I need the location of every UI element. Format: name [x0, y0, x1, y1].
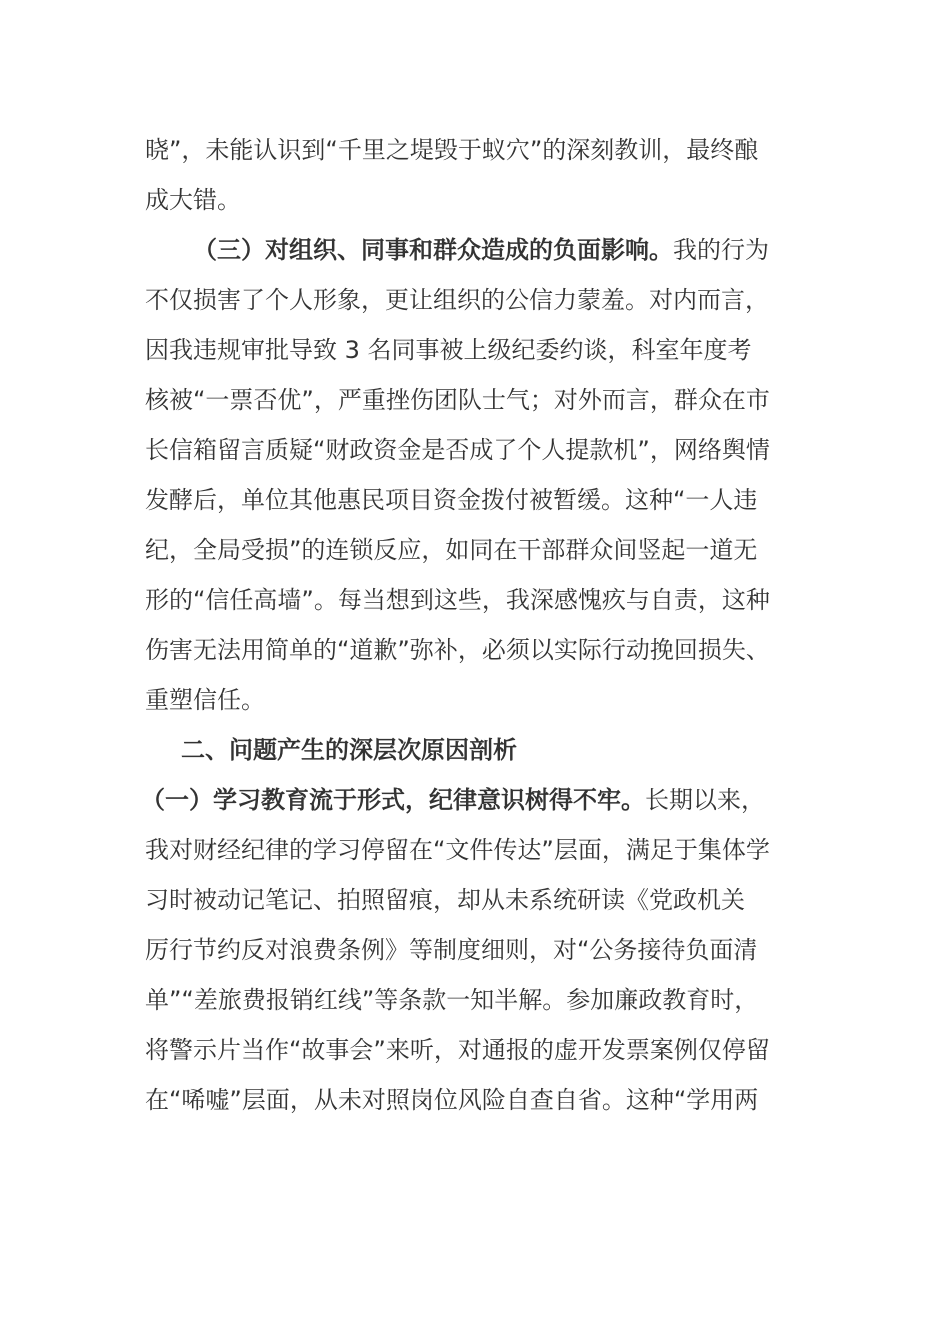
- text-line: 将警示片当作“故事会”来听，对通报的虚开发票案例仅停留: [145, 1036, 770, 1064]
- text-line: 在“唏嘘”层面，从未对照岗位风险自查自省。这种“学用两: [145, 1086, 759, 1114]
- document-body: [141, 125, 805, 1125]
- section-three-heading: （三）对组织、同事和群众造成的负面影响。: [193, 236, 673, 264]
- text-line: 单”“差旅费报销红线”等条款一知半解。参加廉政教育时，: [145, 986, 759, 1014]
- subsection-one-heading: （一）学习教育流于形式，纪律意识树得不牢。: [141, 786, 645, 814]
- subsection-one-first-line: [141, 775, 805, 825]
- text-line: 晓”，未能认识到“千里之堤毁于蚁穴”的深刻教训，最终酿: [145, 136, 759, 164]
- text-line: 厉行节约反对浪费条例》等制度细则，对“公务接待负面清: [145, 936, 758, 964]
- text-line: 伤害无法用简单的“道歉”弥补，必须以实际行动挽回损失、: [145, 636, 770, 664]
- text-line: 不仅损害了个人形象，更让组织的公信力蒙羞。对内而言，: [145, 286, 769, 314]
- text-line: 我对财经纪律的学习停留在“文件传达”层面，满足于集体学: [145, 836, 770, 864]
- section-three-first-line: [145, 225, 805, 275]
- text-line: 成大错。: [145, 186, 241, 214]
- text-line: 重塑信任。: [145, 686, 265, 714]
- text-line: 习时被动记笔记、拍照留痕，却从未系统研读《党政机关: [145, 886, 745, 914]
- text-line: 长信箱留言质疑“财政资金是否成了个人提款机”，网络舆情: [145, 436, 770, 464]
- text-line: 形的“信任高墙”。每当想到这些，我深感愧疚与自责，这种: [145, 586, 770, 614]
- text-fragment: 我的行为: [673, 236, 769, 264]
- part-two-heading: 二、问题产生的深层次原因剖析: [181, 736, 517, 764]
- text-fragment: 长期以来，: [645, 786, 765, 814]
- text-line: 因我违规审批导致 3 名同事被上级纪委约谈，科室年度考: [145, 336, 752, 364]
- text-line: 发酵后，单位其他惠民项目资金拨付被暂缓。这种“一人违: [145, 486, 758, 514]
- text-line: 核被“一票否优”，严重挫伤团队士气；对外而言，群众在市: [145, 386, 770, 414]
- text-line: 纪，全局受损”的连锁反应，如同在干部群众间竖起一道无: [145, 536, 758, 564]
